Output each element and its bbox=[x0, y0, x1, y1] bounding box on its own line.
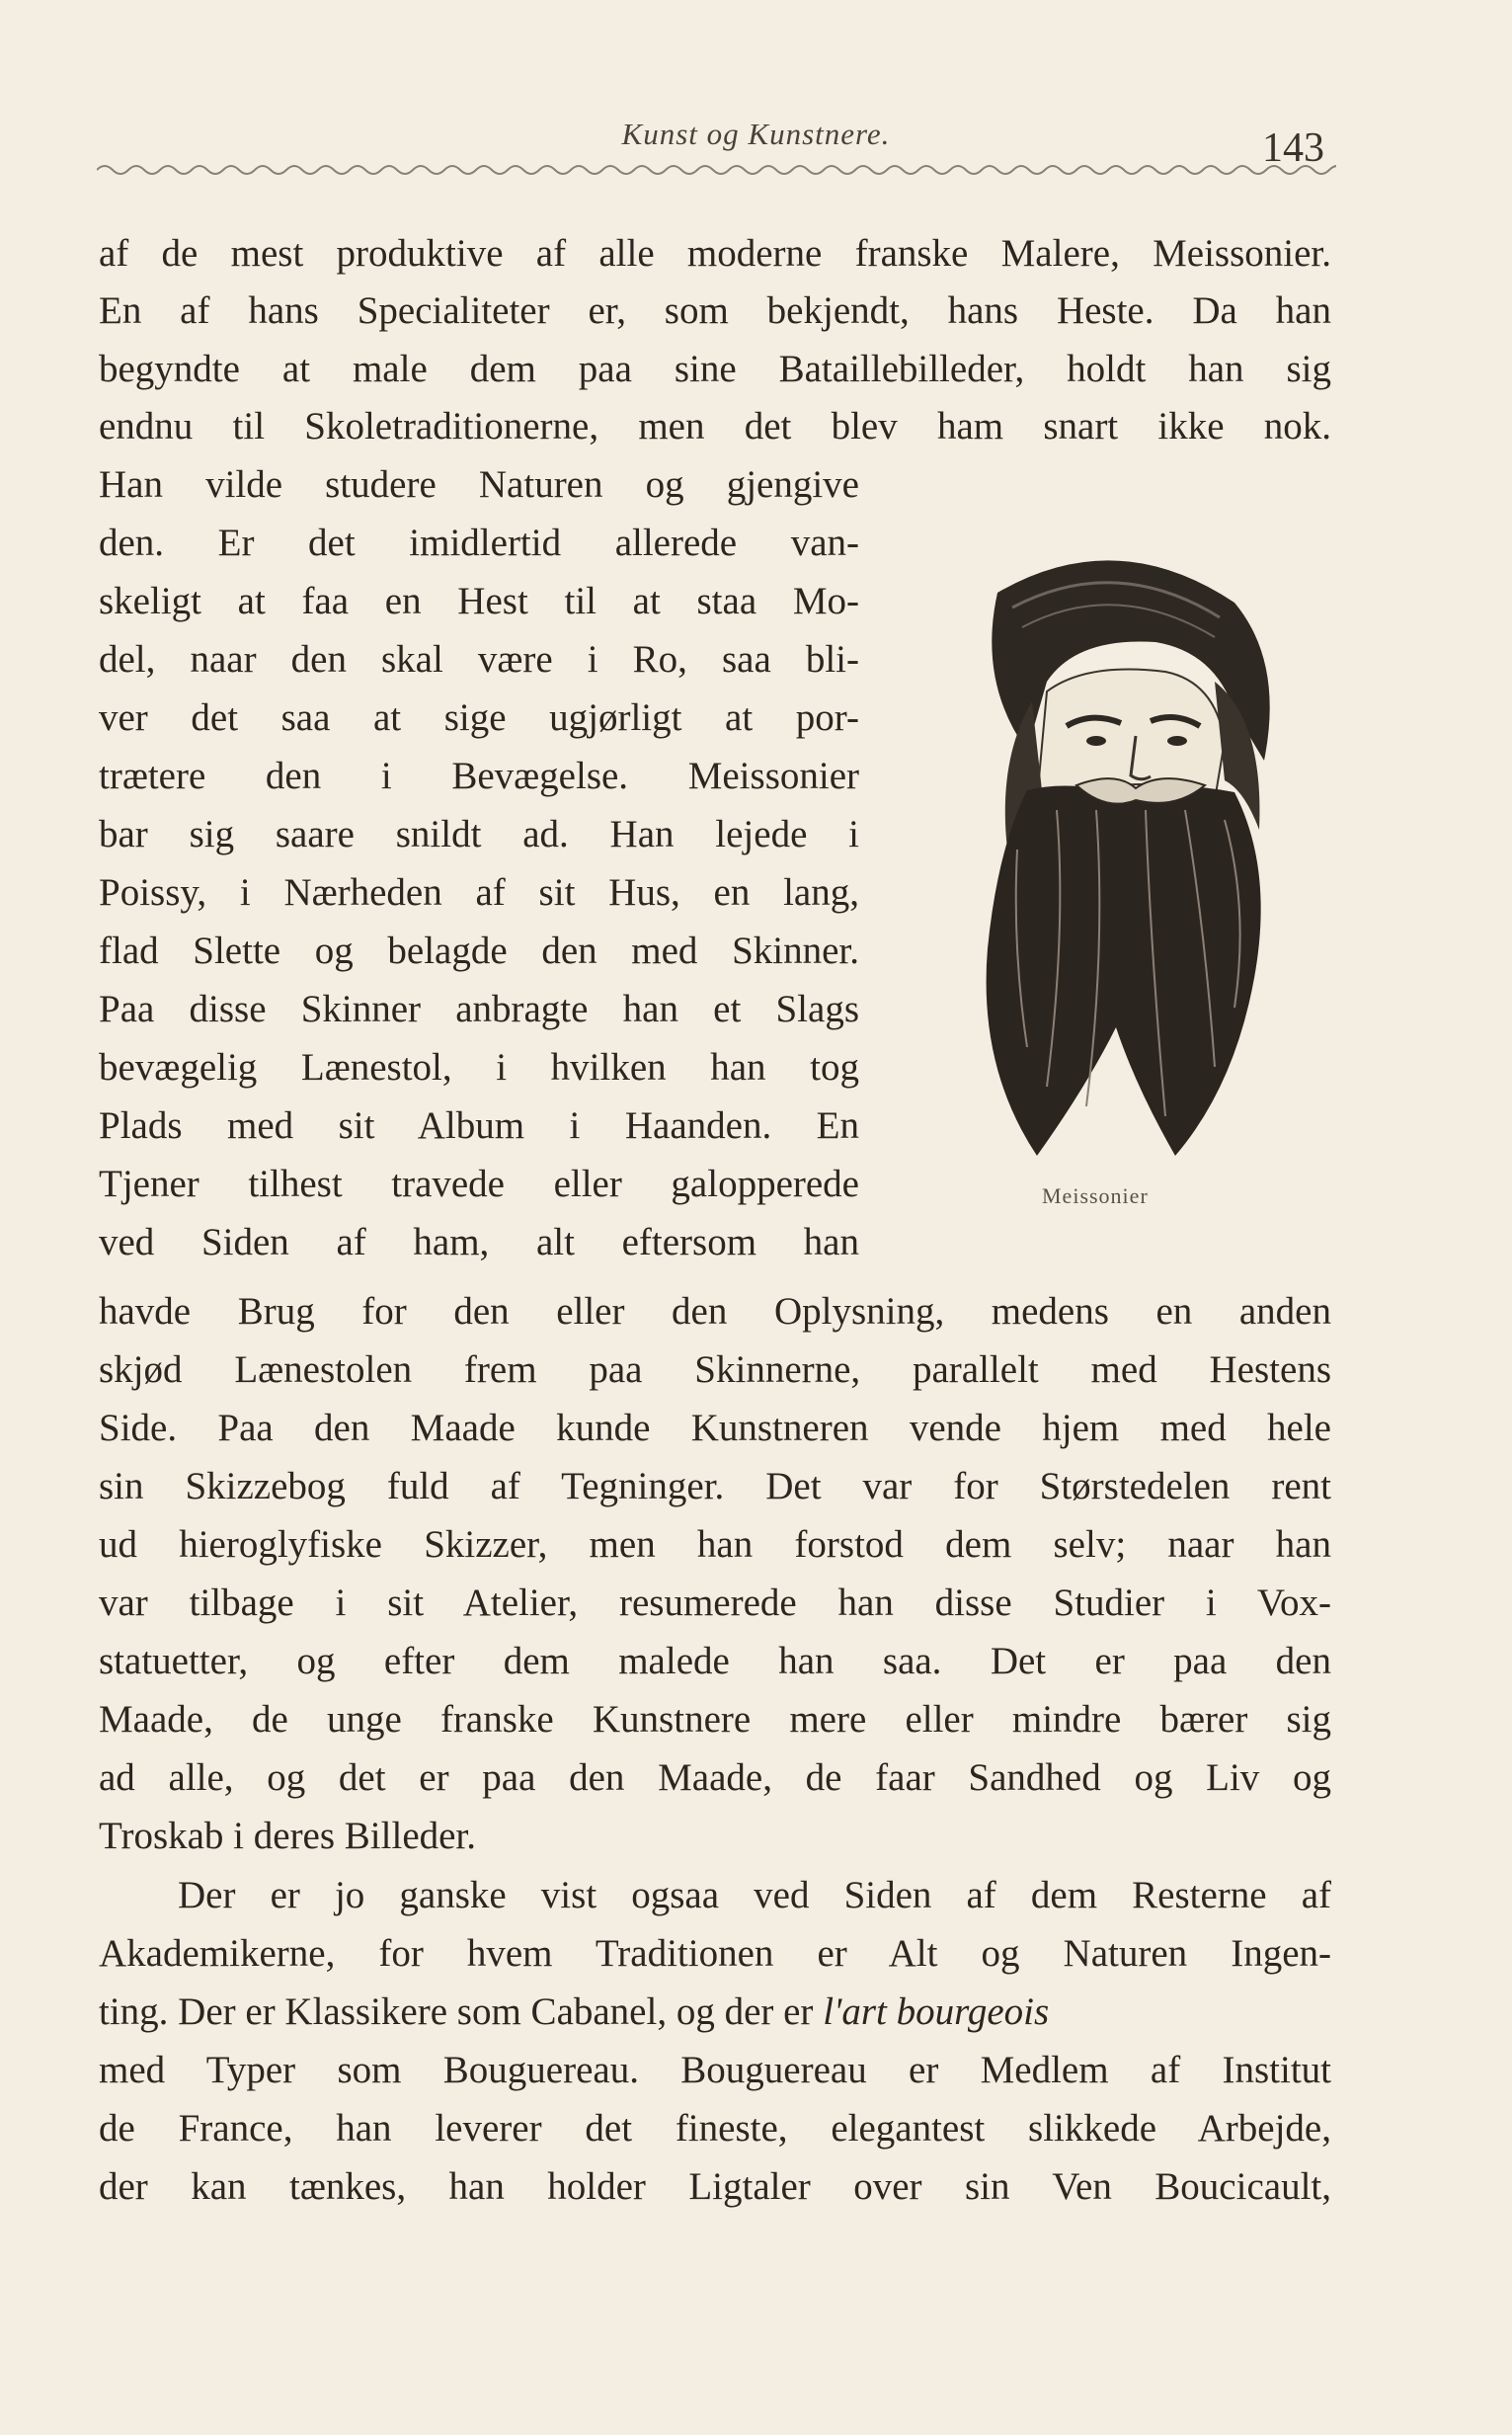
text-line: endnu til Skoletraditionerne, men det blev ham snart ikke nok. bbox=[99, 405, 1331, 447]
running-title: Kunst og Kunstnere. bbox=[621, 117, 891, 151]
text-line: sin Skizzebog fuld af Tegninger. Det var for Størstedelen rent bbox=[99, 1465, 1331, 1507]
text-line: ad alle, og det er paa den Maade, de faar Sandhed og Liv og bbox=[99, 1756, 1331, 1799]
text-line bbox=[99, 1984, 1331, 2041]
text-line: Maade, de unge franske Kunstnere mere eller mindre bærer sig bbox=[99, 1698, 1331, 1741]
text-line: havde Brug for den eller den Oplysning, medens en anden bbox=[99, 1290, 1331, 1333]
meissonier-portrait bbox=[918, 533, 1323, 1166]
text-line: statuetter, og efter dem malede han saa. Det er paa den bbox=[99, 1640, 1331, 1682]
header-ornament-rule bbox=[97, 158, 1336, 188]
text-line-part: ting. Der er Klassikere som Cabanel, og der er bbox=[99, 1990, 814, 2033]
text-line: den. Er det imidlertid allerede van- bbox=[99, 522, 859, 564]
page-number: 143 bbox=[1262, 125, 1324, 171]
text-line: skeligt at faa en Hest til at staa Mo- bbox=[99, 580, 859, 622]
portrait-caption: Meissonier bbox=[1042, 1183, 1149, 1208]
text-line: bevægelig Lænestol, i hvilken han tog bbox=[99, 1046, 859, 1089]
text-line: Akademikerne, for hvem Traditionen er Alt og Naturen Ingen- bbox=[99, 1932, 1331, 1975]
italic-phrase: l'art bourgeois bbox=[823, 1990, 1050, 2033]
text-line: Han vilde studere Naturen og gjengive bbox=[99, 463, 859, 506]
text-line: Poissy, i Nærheden af sit Hus, en lang, bbox=[99, 871, 859, 914]
text-line: var tilbage i sit Atelier, resumerede han disse Studier i Vox- bbox=[99, 1582, 1331, 1624]
text-line: der kan tænkes, han holder Ligtaler over sin Ven Boucicault, bbox=[99, 2165, 1331, 2208]
text-line: af de mest produktive af alle moderne franske Malere, Meissonier. bbox=[99, 232, 1331, 275]
text-line: de France, han leverer det fineste, elegantest slikkede Arbejde, bbox=[99, 2107, 1331, 2150]
text-line: del, naar den skal være i Ro, saa bli- bbox=[99, 638, 859, 681]
text-line: bar sig saare snildt ad. Han lejede i bbox=[99, 813, 859, 855]
text-line: trætere den i Bevægelse. Meissonier bbox=[99, 755, 859, 797]
text-line: Tjener tilhest travede eller galopperede bbox=[99, 1163, 859, 1205]
text-line: med Typer som Bouguereau. Bouguereau er Medlem af Institut bbox=[99, 2049, 1331, 2091]
text-line: Troskab i deres Billeder. bbox=[99, 1815, 477, 1857]
text-line: skjød Lænestolen frem paa Skinnerne, parallelt med Hestens bbox=[99, 1348, 1331, 1391]
text-line: Paa disse Skinner anbragte han et Slags bbox=[99, 988, 859, 1030]
text-line: ud hieroglyfiske Skizzer, men han forstod dem selv; naar han bbox=[99, 1523, 1331, 1566]
text-line: flad Slette og belagde den med Skinner. bbox=[99, 930, 859, 972]
text-line: ved Siden af ham, alt eftersom han bbox=[99, 1221, 859, 1263]
text-line: En af hans Specialiteter er, som bekjendt, hans Heste. Da han bbox=[99, 289, 1331, 332]
text-line: begyndte at male dem paa sine Bataillebilleder, holdt han sig bbox=[99, 348, 1331, 390]
text-line: Side. Paa den Maade kunde Kunstneren vende hjem med hele bbox=[99, 1407, 1331, 1449]
text-line: Plads med sit Album i Haanden. En bbox=[99, 1104, 859, 1147]
text-line: Der er jo ganske vist ogsaa ved Siden af dem Resterne af bbox=[178, 1874, 1331, 1916]
text-line: ver det saa at sige ugjørligt at por- bbox=[99, 696, 859, 739]
